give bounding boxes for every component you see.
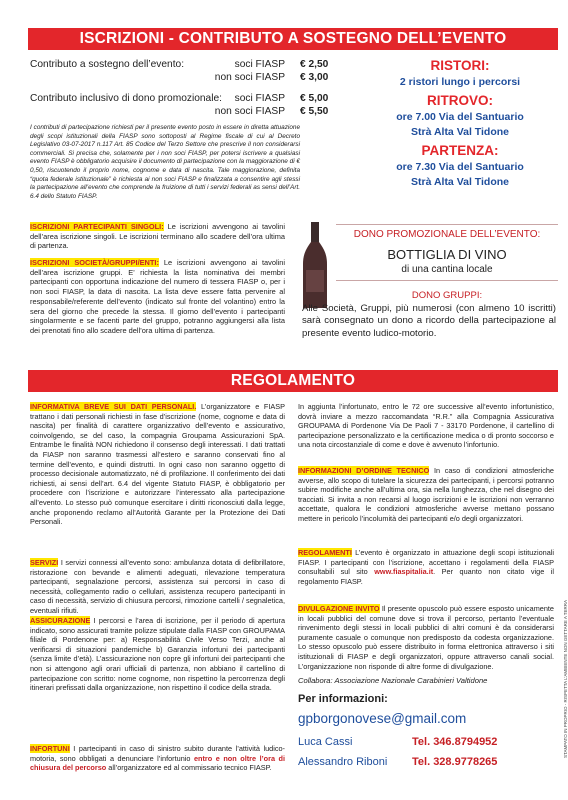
fee-kind-3: soci FIASP — [234, 93, 285, 104]
informativa-text: L’organizzatore e FIASP trattano i dati personali richiesti in fase d’iscrizione (nome, cognome e data di nascita) per finalità di carattere organizzativo dell’evento e assicurativo, coinvolgendo, se del caso, la compagnia Groupama Assicurazioni SpA. Entrambe le finalità NON richiedono il consenso degli interessati. I dati trattati da FIASP non saranno trasmessi all’estero e saranno conservati fino al termine dell’evento, e quindi distrutti. In ogni caso non saranno oggetto di processo decisionale automatizzato, né di profilazione. Il conferimento dei dati richiesti, ai sensi dell’art. 6.4 del vigente Statuto FIASP, è obbligatorio per procedere con l’iscrizione e autorizzare l’interessato alla partecipazione all’evento. Lo stesso può comunque esercitare i diritti riconosciuti dalla legge, anche proponendo reclamo all’Autorità Garante per la Protezione dei Dati Personali. — [30, 402, 286, 527]
dono-item: BOTTIGLIA DI VINO — [387, 247, 507, 262]
ritrovo-heading: RITROVO: — [427, 93, 493, 108]
regolamenti-text-2: . Per quanto non citato vige il regolamento FIASP. — [298, 567, 554, 586]
collabora-note: Collabora: Associazione Nazionale Carabinieri Valtidone — [298, 676, 488, 685]
informativa-heading: INFORMATIVA BREVE SUI DATI PERSONALI. — [30, 402, 197, 411]
print-side-note: STAMPATO IN PROPRIO - RISPETTA L’AMBIENTE NON GETTARE A TERRA — [563, 600, 568, 758]
infortuni-deadline: entro e non oltre l’ora di chiusura del percorso — [30, 753, 286, 773]
fee-price-2: € 3,00 — [300, 72, 329, 83]
contact-email[interactable]: gpborgonovese@gmail.com — [298, 711, 467, 726]
fee-kind-4: non soci FIASP — [214, 106, 285, 117]
info-tecnico — [298, 466, 554, 524]
partenza-place: Strà Alta Val Tidone — [410, 176, 510, 188]
infortuni-heading: INFORTUNI — [30, 744, 70, 753]
iscrizioni-banner: ISCRIZIONI - CONTRIBUTO A SOSTEGNO DELL’EVENTO — [28, 28, 558, 50]
dono-gruppi-heading: DONO GRUPPI: — [411, 290, 483, 301]
partenza-time: ore 7.30 Via del Santuario — [396, 161, 524, 173]
contacts-title: Per informazioni: — [298, 693, 388, 705]
ritrovo-time: ore 7.00 Via del Santuario — [396, 111, 524, 123]
ritrovo-place: Strà Alta Val Tidone — [410, 126, 510, 138]
ristori-text: 2 ristori lungo i percorsi — [399, 76, 521, 88]
iscrizioni-gruppi — [30, 258, 285, 336]
servizi — [30, 558, 285, 616]
wine-bottle-icon — [300, 220, 330, 312]
divulgazione-text: Il presente opuscolo può essere esposto unicamente in locali pubblici del comune dove si trova il percorso, pertanto l’eventuale rinvenimento degli stessi in locali pubblici di altri comuni è da considerarsi puramente casuale o comunque non predisposto da codesta organizzazione. Lo stesso opuscolo può essere distribuito in forma elettronica attraverso i siti istituzionali di FIASP e degli organizzatori, oppure attraverso canali social. L’organizzazione non risponde di altre forme di divulgazione. — [298, 604, 554, 671]
regolamenti-heading: REGOLAMENTI — [298, 548, 352, 557]
assicurazione — [30, 616, 285, 693]
fee-kind-1: soci FIASP — [234, 59, 285, 70]
informativa-dati — [30, 402, 285, 527]
fee-price-1: € 2,50 — [300, 59, 329, 70]
dono-gruppi-text: Alle Società, Gruppi, più numerosi (con almeno 10 iscritti) sarà consegnato un dono a ricordo della partecipazione al presente evento ludico-motorio. — [302, 303, 556, 339]
dono-sub: di una cantina locale — [401, 264, 493, 275]
regolamento-banner: REGOLAMENTO — [28, 370, 558, 392]
fee-label-1: Contributo a sostegno dell’evento: — [30, 59, 185, 70]
fee-price-3: € 5,00 — [300, 93, 329, 104]
gruppi-heading: ISCRIZIONI SOCIETÀ/GRUPPI/ENTI: — [30, 258, 159, 267]
ristori-heading: RISTORI: — [430, 58, 490, 73]
infortuni-text-2: all’organizzatore ed al commissario tecnico FIASP. — [106, 763, 272, 773]
infortuni-seguito: In aggiunta l’infortunato, entro le 72 ore successive all’evento infortunistico, dovrà inviare a mezzo raccomandata “R.R.” alla Compagnia Assicurativa GROUPAMA di Pordenone Via De Paoli 7 - 33170 Pordenone, il cartellino di partecipazione personalizzato e la certificazione medica o di pronto soccorso e una nota circostanziale di come e dove è avvenuto l’infortunio. — [298, 402, 554, 450]
contact-2-name: Alessandro Riboni — [298, 756, 388, 768]
iscrizioni-singoli — [30, 222, 285, 251]
dono-title: DONO PROMOZIONALE DELL’EVENTO: — [353, 229, 541, 240]
contact-1-name: Luca Cassi — [298, 736, 353, 748]
dono-rule-bottom — [336, 280, 558, 281]
infortuni — [30, 744, 285, 773]
dono-rule-top — [336, 224, 558, 225]
divulgazione — [298, 604, 554, 671]
fee-kind-2: non soci FIASP — [214, 72, 285, 83]
fiscal-fine-print: I contributi di partecipazione richiesti per il presente evento posto in essere in diretta attuazione degli scopi istituzionali della FIASP sono sottoposti al Regime fiscale di cui al Decreto Legislativo 03-07-2017 n.117 Art. 85 Codice del Terzo Settore che prescrive il non considerarsi commerciali. Si precisa che, solamente per i non soci FIASP, per potersi iscrivere a qualsiasi evento FIASP è obbligatorio acquisire il documento di partecipazione con la maggiorazione di € 0,50, riscuotendo il proprio nome, cognome e data di nascita. Tale maggiorazione, definita “quota federale istituzionale” è richiesta ai non soci FIASP e finalizzata a consentire agli stessi la partecipazione all’evento che comprende la fruizione di tutti i servizi federali as sensi dell’Art. 6.4 dello Statuto FIASP. — [30, 124, 300, 200]
servizi-text: I servizi connessi all’evento sono: ambulanza dotata di defibrillatore, ristorazione con bevande e alimenti adeguati, rilevazione temperatura partecipanti, segnalazione percorsi, assistenza sui percorsi in caso di necessità, collegamento radio o cellulari, assistenza recupero partecipanti in caso di necessità, servizio di chiusura percorsi, rimozione cartelli / segnaletica, eventuali rifiuti. — [30, 558, 285, 615]
singoli-heading: ISCRIZIONI PARTECIPANTI SINGOLI: — [30, 222, 164, 231]
fee-label-3: Contributo inclusivo di dono promozionale: — [30, 93, 222, 104]
info-tecnico-heading: INFORMAZIONI D’ORDINE TECNICO — [298, 466, 430, 475]
servizi-heading: SERVIZI — [30, 558, 59, 567]
infortuni-text: I partecipanti in caso di sinistro subito durante l’attività ludico-motoria, sono obbligati a denunciare l’infortunio — [30, 744, 285, 763]
fee-price-4: € 5,50 — [300, 106, 329, 117]
partenza-heading: PARTENZA: — [421, 143, 499, 158]
singoli-text: Le iscrizioni avvengono ai tavolini dell’area iscrizione singoli. Le iscrizioni terminano allo scadere dell’ora ultima di partenza. — [30, 222, 285, 251]
info-tecnico-text: In caso di condizioni atmosferiche avverse, allo scopo di tutelare la sicurezza dei partecipanti, i percorsi potranno subire modifiche anche all’ultima ora, sia nella lunghezza, che nel disegno dei tracciati. Si invita a non recarsi al luogo iscrizioni e le iscrizioni non verranno accettate, qualora le condizioni atmosferiche avverse mettano possano mettere in pericolo l’incolumità dei partecipanti e/o degli organizzatori. — [298, 466, 554, 523]
assicurazione-heading: ASSICURAZIONE — [30, 616, 91, 625]
contact-2-phone[interactable]: Tel. 328.9778265 — [412, 756, 498, 768]
contact-1-phone[interactable]: Tel. 346.8794952 — [412, 736, 498, 748]
regolamenti — [298, 548, 554, 586]
assicurazione-text: I percorsi e l’area di iscrizione, per il periodo di apertura indicato, sono assicurati tramite polizze stipulate dalla FIASP con GROUPAMA filiale di Pordenone per: a) Responsabilità Civile Verso Terzi, anche al verificarsi di situazioni pandemiche b) Garanzia infortuni dei partecipanti (senza limite d’età). L’assicurazione non copre gli infortuni dei partecipanti che non si attengono agli orari ufficiali di partenza, non abbiano il cartellino di partecipazione con scritto: nome cognome, non rispettino la percorrenza degli itinerari prefissati dalla organizzazione, non rispettino il codice della strada. — [30, 616, 285, 693]
regolamenti-text: L’evento è organizzato in attuazione degli scopi istituzionali FIASP. I partecipanti con l’iscrizione, accettano i regolamenti della FIASP consultabili sul sito — [298, 548, 554, 577]
divulgazione-heading: DIVULGAZIONE INVITO — [298, 604, 380, 613]
gruppi-text: Le iscrizioni avvengono ai tavolini dell’area iscrizione gruppi. E’ richiesta la lista nominativa dei membri partecipanti con opportuna indicazione del numero di tessera FIASP o, per i non soci FIASP, la data di nascita. La lista deve essere fatta pervenire al responsabile/referente dell’evento (indicato sul fronte del volantino) entro la sera del giorno che precede la stessa. Il giorno dell’evento i partecipanti singolarmente e se facenti parte del gruppo, potranno aggiungersi alla lista dei prenotati fino allo scadere dell’ora ultima di partenza. — [30, 258, 286, 335]
fiasp-site-link[interactable]: www.fiaspitalia.it — [374, 567, 434, 577]
event-info — [370, 58, 550, 188]
